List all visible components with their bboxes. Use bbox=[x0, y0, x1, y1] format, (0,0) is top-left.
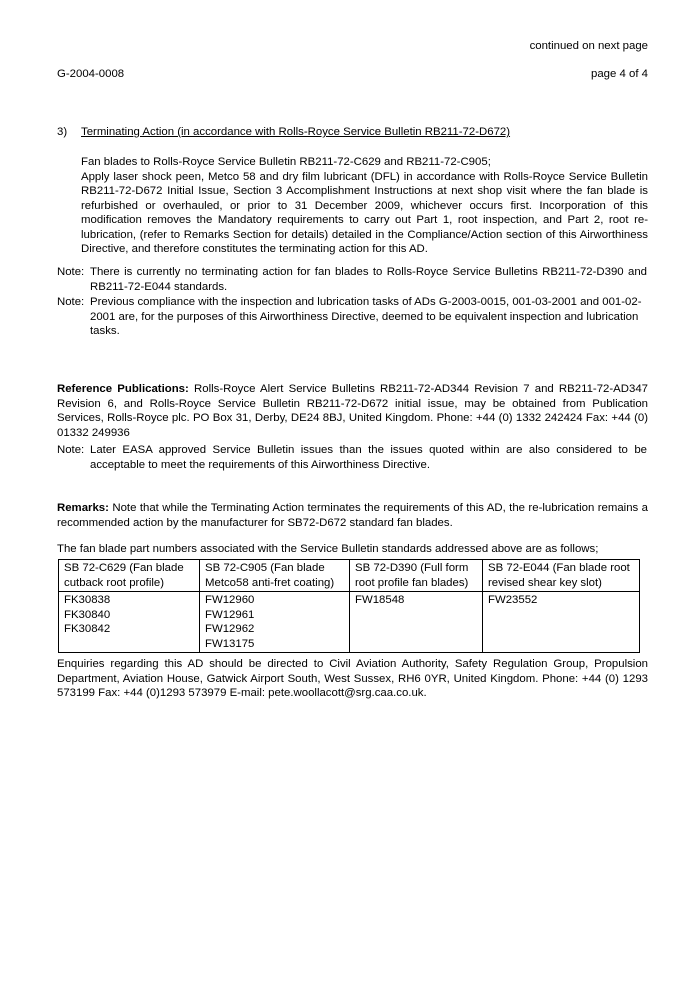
reference-publications bbox=[57, 382, 648, 440]
table-header-c629: SB 72-C629 (Fan blade cutback root profile) bbox=[59, 560, 200, 592]
table-intro: The fan blade part numbers associated with the Service Bulletin standards addressed above are as follows; bbox=[57, 543, 599, 555]
note-1 bbox=[57, 265, 647, 294]
continued-notice: continued on next page bbox=[529, 40, 648, 52]
note-text: Later EASA approved Service Bulletin issues than the issues quoted within are also considered to be acceptable to meet the requirements of this Airworthiness Directive. bbox=[90, 444, 647, 471]
table-header-row bbox=[59, 560, 640, 592]
table-cell-e044: FW23552 bbox=[483, 592, 640, 653]
remarks-text: Note that while the Terminating Action terminates the requirements of this AD, the re-lubrication remains a recommended action by the manufacturer for SB72-D672 standard fan blades. bbox=[57, 502, 648, 529]
section-line1: Fan blades to Rolls-Royce Service Bulletin RB211-72-C629 and RB211-72-C905; bbox=[81, 156, 491, 168]
part-number-table bbox=[58, 559, 640, 653]
note-2 bbox=[57, 295, 647, 339]
note-label: Note: bbox=[57, 444, 85, 456]
note-label: Note: bbox=[57, 266, 85, 278]
remarks bbox=[57, 501, 648, 530]
table-cell-c905: FW12960 FW12961 FW12962 FW13175 bbox=[200, 592, 350, 653]
note-label: Note: bbox=[57, 296, 85, 308]
enquiries: Enquiries regarding this AD should be directed to Civil Aviation Authority, Safety Regulation Group, Propulsion Department, Aviation House, Gatwick Airport South, West Sussex, RH6 0YR, United Kingdom. Phone: +44 (0) 1293 573199 Fax: +44 (0)1293 573979 E-mail: pete.woollacott@srg.caa.co.uk. bbox=[57, 658, 648, 699]
reference-note bbox=[57, 443, 647, 472]
section-number: 3) bbox=[57, 126, 68, 138]
note-text: Previous compliance with the inspection and lubrication tasks of ADs G-2003-0015, 001-03-2001 and 001-02-2001 are, for the purposes of this Airworthiness Directive, deemed to be equivalent inspection and lubrication tasks. bbox=[90, 296, 642, 337]
section-paragraph: Apply laser shock peen, Metco 58 and dry film lubricant (DFL) in accordance with Rolls-Royce Service Bulletin RB211-72-D672 Initial Issue, Section 3 Accomplishment Instructions at next shop visit where the fan blade is refurbished or overhauled, or prior to 31 December 2009, whichever occurs first. Incorporation of this modification removes the Mandatory requirements to carry out Part 1, root inspection, and Part 2, root re-lubrication, (refer to Remarks Section for details) detailed in the Compliance/Action section of this Airworthiness Directive, and therefore constitutes the terminating action for this AD. bbox=[81, 170, 648, 255]
remarks-label: Remarks: bbox=[57, 502, 109, 514]
table-header-e044: SB 72-E044 (Fan blade root revised shear key slot) bbox=[483, 560, 640, 592]
page-number: page 4 of 4 bbox=[590, 68, 648, 80]
document-id: G-2004-0008 bbox=[57, 68, 125, 80]
table-cell-d390: FW18548 bbox=[350, 592, 483, 653]
table-header-d390: SB 72-D390 (Full form root profile fan blades) bbox=[350, 560, 483, 592]
note-text: There is currently no terminating action for fan blades to Rolls-Royce Service Bulletins RB211-72-D390 and RB211-72-E044 standards. bbox=[90, 266, 647, 293]
reference-label: Reference Publications: bbox=[57, 383, 189, 395]
table-cell-c629: FK30838 FK30840 FK30842 bbox=[59, 592, 200, 653]
section-title: Terminating Action (in accordance with Rolls-Royce Service Bulletin RB211-72-D672) bbox=[81, 126, 511, 138]
table-row bbox=[59, 592, 640, 653]
reference-text: Rolls-Royce Alert Service Bulletins RB211-72-AD344 Revision 7 and RB211-72-AD347 Revision 6, and Rolls-Royce Service Bulletin RB211-72-D672 initial issue, may be obtained from Publication Services, Rolls-Royce plc. PO Box 31, Derby, DE24 8BJ, United Kingdom. Phone: +44 (0) 1332 242424 Fax: +44 (0) 01332 249936 bbox=[57, 383, 649, 439]
section-body bbox=[81, 155, 648, 257]
table-header-c905: SB 72-C905 (Fan blade Metco58 anti-fret coating) bbox=[200, 560, 350, 592]
